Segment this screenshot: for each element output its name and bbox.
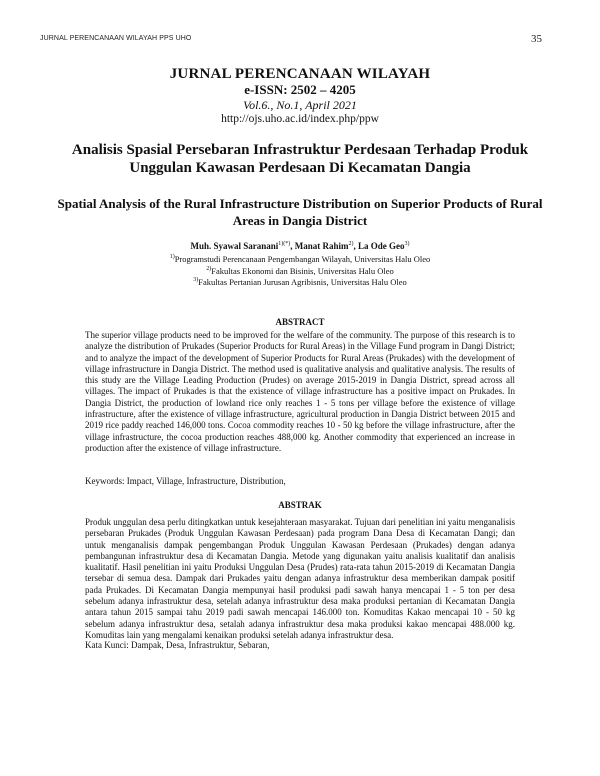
abstrak-keywords: Kata Kunci: Dampak, Desa, Infrastruktur, Sebaran, bbox=[85, 640, 270, 650]
author-name: Muh. Syawal Saranani bbox=[190, 241, 279, 251]
affiliation-text: Fakultas Ekonomi dan Bisinis, Universitas Halu Oleo bbox=[211, 265, 394, 276]
running-head: JURNAL PERENCANAAN WILAYAH PPS UHO bbox=[40, 35, 192, 42]
affiliation-text: Fakultas Pertanian Jurusan Agribisnis, Universitas Halu Oleo bbox=[198, 276, 407, 287]
abstrak-heading: ABSTRAK bbox=[278, 500, 322, 510]
author-name: Manat Rahim bbox=[294, 241, 349, 251]
article-title-english: Spatial Analysis of the Rural Infrastructure Distribution on Superior Products of Rural Areas in Dangia District bbox=[57, 196, 543, 228]
author-affiliation-mark: 1)(*) bbox=[278, 241, 291, 247]
affiliation-mark: 1) bbox=[169, 254, 175, 260]
author-separator: , bbox=[290, 241, 295, 251]
journal-volume: Vol.6., No.1, April 2021 bbox=[243, 98, 357, 112]
affiliation-1 bbox=[0, 252, 600, 265]
author-name: La Ode Geo bbox=[358, 241, 405, 251]
affiliation-mark: 3) bbox=[193, 277, 199, 283]
affiliation-text: Programstudi Perencanaan Pengembangan Wilayah, Universitas Halu Oleo bbox=[174, 253, 431, 264]
author-list bbox=[0, 241, 600, 251]
affiliation-mark: 2) bbox=[206, 266, 212, 272]
journal-title: JURNAL PERENCANAAN WILAYAH bbox=[169, 66, 431, 82]
journal-issn: e-ISSN: 2502 – 4205 bbox=[244, 82, 356, 97]
article-title-indonesian: Analisis Spasial Persebaran Infrastruktur Perdesaan Terhadap Produk Unggulan Kawasan Perdesaan Di Kecamatan Dangia bbox=[71, 142, 529, 176]
journal-url[interactable]: http://ojs.uho.ac.id/index.php/ppw bbox=[221, 113, 379, 125]
abstract-heading: ABSTRACT bbox=[275, 317, 325, 327]
author-separator: , bbox=[353, 241, 359, 251]
author-affiliation-mark: 2) bbox=[348, 241, 354, 247]
affiliation-3 bbox=[0, 275, 600, 288]
abstrak-body: Produk unggulan desa perlu ditingkatkan untuk kesejahteraan masyarakat. Tujuan dari penelitian ini yaitu menganalisis persebaran Prukades (Produk Unggulan Kawasan Perdesaan) pada program Dana Desa di Kecamatan Dangi; dan untuk menganalisis dampak pengembangan Produk Unggulan Kawasan Perdesaan (Prukades) dengan adanya pembangunan infrastruktur desa di Kecamatan Dangia. Metode yang digunakan yaitu analisis kualitatif dan analisis kualitatif. Hasil penelitian ini yaitu Produksi Unggulan Desa (Prudes) rata-rata tahun 2015-2019 di Kecamatan Dangia tersebar di semua desa. Dampak dari Prukades yaitu dengan adanya infrastruktur desa memberikan dampak positif pada Prukades. Di Kecamatan Dangia mempunyai hasil produksi padi sawah hanya mencapai 1 - 5 ton per desa sebelum adanya infrastruktur desa, setelah adanya infrastruktur desa maka produksi pertanian di Kecamatan Dangia antara tahun 2015 sampai tahu 2019 padi sawah mencapai 146.000 ton. Komuditas Kakao mencapai 10 - 50 kg sebelum adanya infrastruktur desa, setalah adanya infrastruktur desa maka produksi kakao mencapai 488.000 kg. Komuditas lain yang mengalami kenaikan produksi setelah adanya infrastruktur desa. bbox=[85, 517, 515, 640]
abstract-keywords: Keywords: Impact, Village, Infrastructure, Distribution, bbox=[85, 476, 286, 486]
author-affiliation-mark: 3) bbox=[404, 241, 410, 247]
abstract-body: The superior village products need to be improved for the welfare of the community. The purpose of this research is to analyze the distribution of Prukades (Superior Products for Rural Areas) in the Village Fund program in Dangi District; and to analyze the impact of the development of Superior Products for Rural Areas (Prukades) with the development of village infrastructure in Dangia District. The method used is qualitative analysis and qualitative analysis. The results of this study are the Village Leading Production (Prudes) on average 2015-2019 in Dangia District, spread across all villages. The impact of Prukades is that the existence of village infrastructure has a positive impact on Prukades. In Dangia District, the production of lowland rice only reaches 1 - 5 tons per village before the existence of village infrastructure, after the existence of village infrastructure, agricultural production in Dangia District between 2015 and 2019 rice paddy reached 146,000 tons. Cocoa commodity reaches 10 - 50 kg before the village infrastructure, after the village infrastructure, the cocoa production reaches 488,000 kg. Another commodity that experienced an increase in production after the existence of village infrastructure. bbox=[85, 330, 515, 453]
page-number: 35 bbox=[531, 33, 542, 45]
